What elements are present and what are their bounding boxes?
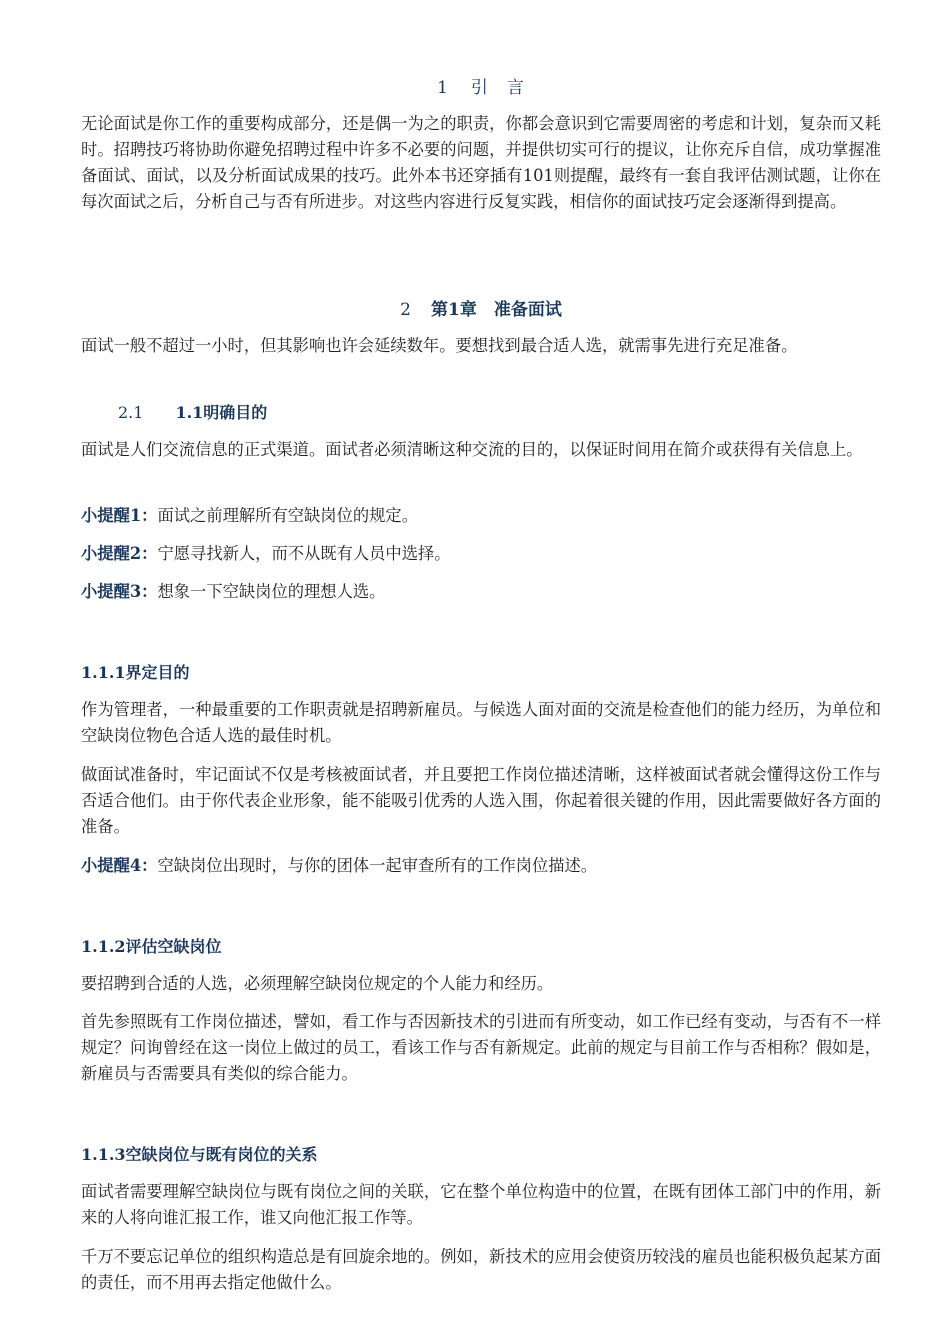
tip-3 [81,579,881,605]
section-1-1-2-heading: 1.1.2评估空缺岗位 [81,937,222,956]
tip-3-text: 想象一下空缺岗位的理想人选。 [157,582,386,601]
section-1-1-3-heading: 1.1.3空缺岗位与既有岗位的关系 [81,1145,318,1164]
section-1-1-3-paragraph-1: 面试者需要理解空缺岗位与既有岗位之间的关联，它在整个单位构造中的位置，在既有团体工部门中的作用，新来的人将向谁汇报工作，谁又向他汇报工作等。 [81,1182,881,1227]
chapter1-heading [81,295,881,320]
tip-1-label: 小提醒1： [81,506,158,525]
section-1-1-number: 2.1 [118,403,144,422]
section-1-1-3-paragraph-2: 千万不要忘记单位的组织构造总是有回旋余地的。例如，新技术的应用会使资历较浅的雇员也能积极负起某方面的责任，而不用再去指定他做什么。 [81,1247,881,1292]
intro-heading-number: 1 [437,78,449,98]
tip-1 [81,503,881,529]
intro-heading [81,73,881,98]
intro-paragraph: 无论面试是你工作的重要构成部分，还是偶一为之的职责，你都会意识到它需要周密的考虑和计划，复杂而又耗时。招聘技巧将协助你避免招聘过程中许多不必要的问题，并提供切实可行的提议，让你充斥自信，成功掌握准备面试、面试，以及分析面试成果的技巧。此外本书还穿插有101则提醒，最终有一套自我评估测试题，让你在每次面试之后，分析自己与否有所进步。对这些内容进行反复实践，相信你的面试技巧定会逐渐得到提高。 [81,114,881,211]
section-1-1-1-paragraph-1: 作为管理者，一种最重要的工作职责就是招聘新雇员。与候选人面对面的交流是检查他们的能力经历，为单位和空缺岗位物色合适人选的最佳时机。 [81,700,881,745]
intro-heading-title: 引 言 [470,78,525,98]
section-1-1-paragraph: 面试是人们交流信息的正式渠道。面试者必须清晰这种交流的目的，以保证时间用在简介或获得有关信息上。 [81,440,863,459]
tip-3-label: 小提醒3： [81,582,158,601]
tip-4-label: 小提醒4： [81,856,158,875]
tip-1-text: 面试之前理解所有空缺岗位的规定。 [157,506,418,525]
chapter1-paragraph: 面试一般不超过一小时，但其影响也许会延续数年。要想找到最合适人选，就需事先进行充足准备。 [81,336,798,355]
section-1-1-heading [118,400,267,423]
chapter1-heading-number: 2 [400,300,411,320]
tip-2 [81,541,881,567]
section-1-1-2-paragraph-1: 要招聘到合适的人选，必须理解空缺岗位规定的个人能力和经历。 [81,974,554,993]
section-1-1-title: 1.1明确目的 [175,403,268,422]
tip-2-label: 小提醒2： [81,544,158,563]
section-1-1-1-paragraph-2: 做面试准备时，牢记面试不仅是考核被面试者，并且要把工作岗位描述清晰，这样被面试者就会懂得这份工作与否适合他们。由于你代表企业形象，能不能吸引优秀的人选入围，你起着很关键的作用，因此需要做好各方面的准备。 [81,765,881,836]
section-1-1-1-heading: 1.1.1界定目的 [81,663,190,682]
section-1-1-2-paragraph-2: 首先参照既有工作岗位描述，譬如，看工作与否因新技术的引进而有所变动，如工作已经有变动，与否有不一样规定？问询曾经在这一岗位上做过的员工，看该工作与否有新规定。此前的规定与目前工作与否相称？假如是，新雇员与否需要具有类似的综合能力。 [81,1012,881,1083]
tip-4 [81,853,881,879]
tip-2-text: 宁愿寻找新人，而不从既有人员中选择。 [157,544,451,563]
tip-4-text: 空缺岗位出现时，与你的团体一起审查所有的工作岗位描述。 [157,856,598,875]
chapter1-heading-title: 第1章 准备面试 [430,300,562,320]
